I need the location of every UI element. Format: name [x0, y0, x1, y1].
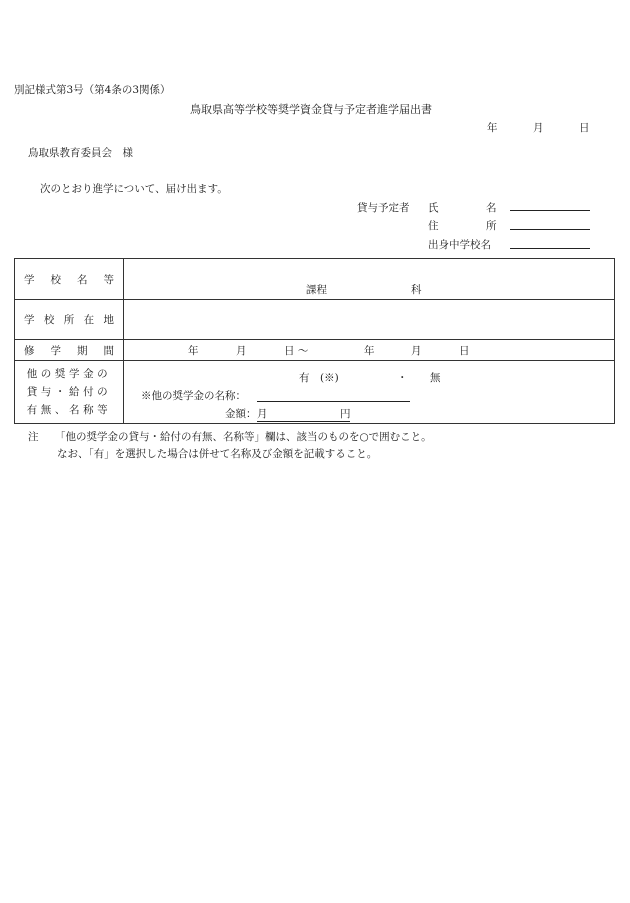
label-char: 修	[24, 344, 35, 357]
address-label-1: 住	[428, 220, 439, 232]
page-title: 鳥取県高等学校等奨学資金貸与予定者進学届出書	[190, 103, 432, 116]
name-label-2: 名	[486, 202, 497, 214]
period-end-day: 日	[459, 345, 470, 357]
label-char: 学	[24, 273, 35, 286]
row-school-name	[15, 259, 615, 300]
option-separator: ・	[397, 372, 408, 384]
date-day: 日	[579, 122, 590, 134]
amount-month: 月	[257, 408, 268, 420]
period-start-month: 月	[236, 345, 247, 357]
form-number: 別記様式第3号（第4条の3関係）	[14, 84, 171, 96]
name-label-1: 氏	[428, 202, 439, 214]
date-month: 月	[533, 122, 544, 134]
label-char: 校	[43, 314, 55, 326]
option-no[interactable]: 無	[430, 372, 441, 384]
label-char: 学	[24, 314, 35, 326]
dept-label: 科	[411, 284, 422, 296]
scholarship-name-field[interactable]	[257, 388, 410, 402]
label-line: 有無、名称等	[26, 404, 112, 416]
middle-school-label: 出身中学校名	[428, 239, 491, 251]
study-period-field[interactable]	[124, 340, 615, 361]
other-scholarship-field	[124, 361, 615, 424]
row-study-period	[15, 340, 615, 361]
label-char: 所	[63, 314, 75, 326]
school-name-field[interactable]	[124, 259, 615, 300]
middle-school-field[interactable]	[510, 248, 590, 249]
scholarship-name-label: ※他の奨学金の名称：	[141, 390, 246, 402]
address-field[interactable]	[510, 229, 590, 230]
label-char: 在	[83, 314, 95, 326]
label-line: 貸与・給付の	[26, 386, 112, 398]
amount-field[interactable]	[257, 406, 350, 422]
label-char: 校	[50, 273, 61, 286]
label-char: 名	[77, 273, 88, 286]
label-study-period	[15, 340, 124, 361]
label-school-address	[15, 300, 124, 340]
row-other-scholarship	[15, 361, 615, 424]
period-end-year: 年	[364, 345, 375, 357]
note-line-1: 「他の奨学金の貸与・給付の有無、名称等」欄は、該当のものを○で囲むこと。	[55, 431, 432, 443]
application-table	[14, 258, 615, 424]
name-field[interactable]	[510, 210, 590, 211]
addressee: 鳥取県教育委員会 様	[28, 147, 133, 159]
course-label: 課程	[306, 284, 327, 296]
amount-label: 金額：	[225, 408, 257, 420]
label-char: 間	[103, 344, 114, 357]
label-char: 地	[103, 314, 114, 326]
intro-text: 次のとおり進学について、届け出ます。	[40, 183, 228, 195]
note-line-2: なお、「有」を選択した場合は併せて名称及び金額を記載すること。	[57, 448, 378, 460]
option-yes[interactable]: 有 (※)	[299, 372, 339, 384]
row-school-address	[15, 300, 615, 340]
label-other-scholarship	[15, 361, 124, 424]
amount-yen: 円	[340, 408, 351, 420]
label-char: 等	[103, 273, 114, 286]
label-char: 学	[50, 344, 61, 357]
applicant-heading: 貸与予定者	[357, 202, 410, 214]
period-start-day: 日 ～	[284, 345, 309, 357]
school-address-field[interactable]	[124, 300, 615, 340]
label-school-name	[15, 259, 124, 300]
address-label-2: 所	[486, 220, 497, 232]
date-year: 年	[487, 122, 498, 134]
note-prefix: 注	[28, 431, 39, 443]
period-end-month: 月	[411, 345, 422, 357]
period-start-year: 年	[188, 345, 199, 357]
label-line: 他の奨学金の	[26, 368, 112, 380]
label-char: 期	[77, 344, 88, 357]
